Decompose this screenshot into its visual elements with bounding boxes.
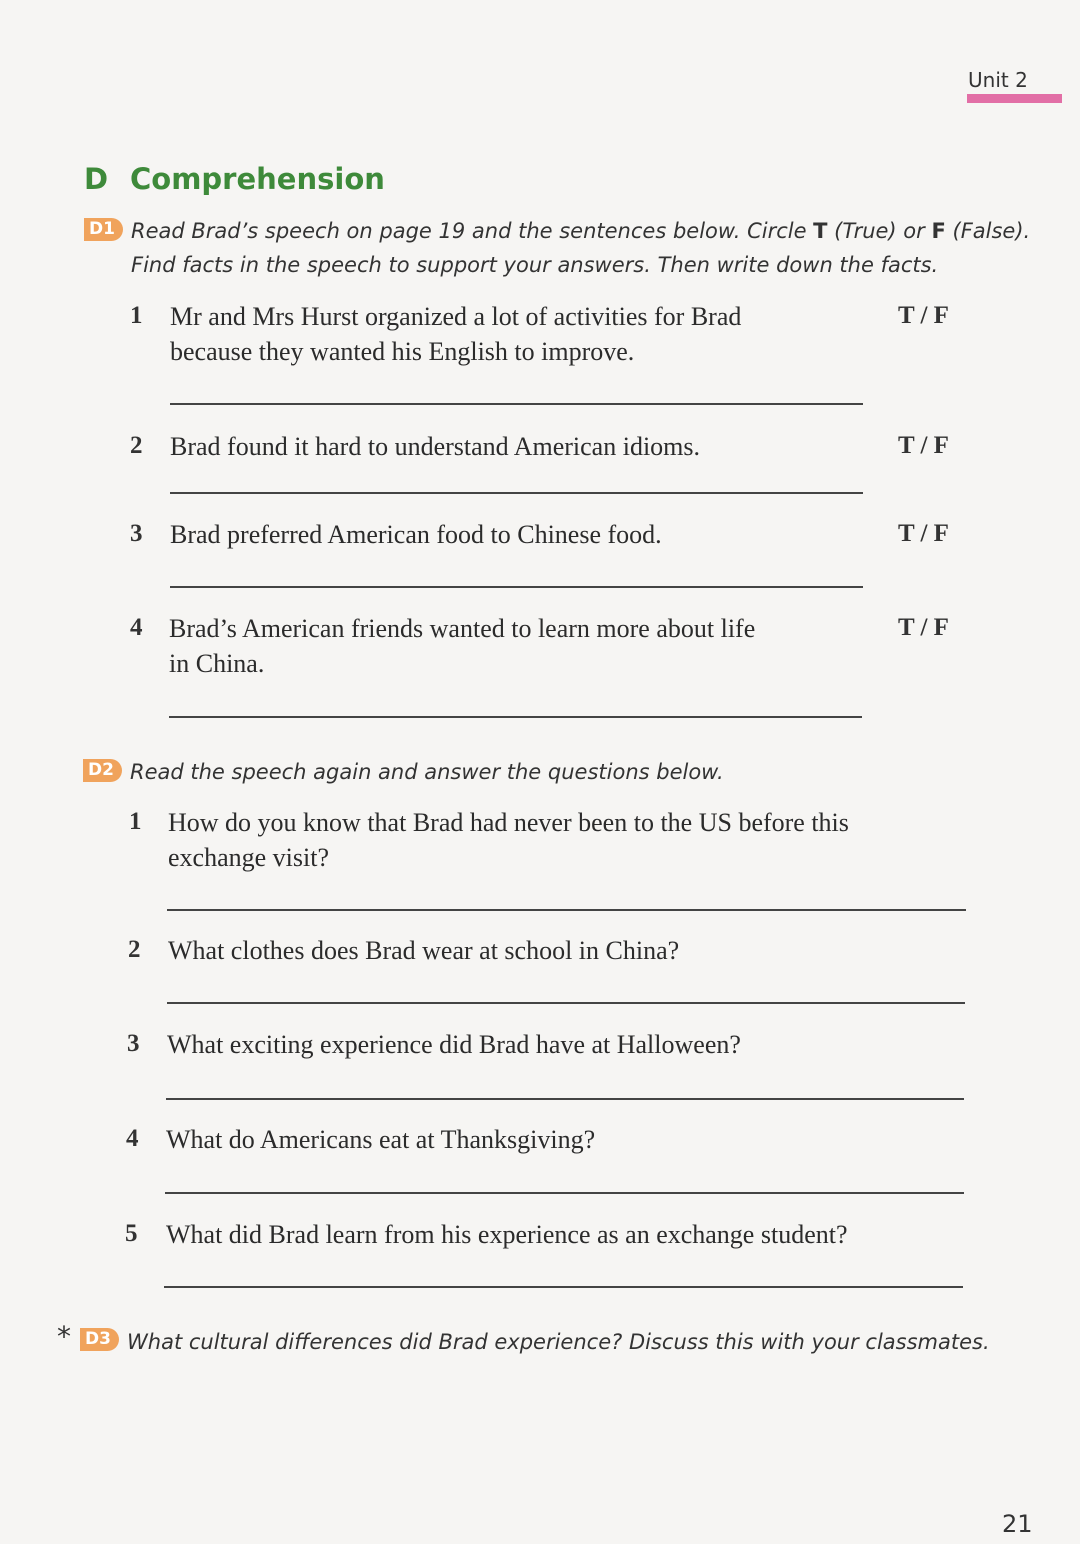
d1-item-3-number: 3 <box>130 520 143 547</box>
d2-item-5-answer-line[interactable] <box>164 1286 963 1288</box>
page-number: 21 <box>1002 1510 1033 1538</box>
d2-instruction: Read the speech again and answer the questions below. <box>130 760 724 784</box>
d2-item-2-number: 2 <box>128 936 141 963</box>
d1-item-2-answer-line[interactable] <box>170 492 863 494</box>
d3-badge: D3 <box>80 1328 119 1351</box>
d1-item-4-line1: Brad’s American friends wanted to learn more about life <box>169 614 756 643</box>
d1-item-1-answer-line[interactable] <box>170 403 863 405</box>
d1-instr-post: (False). <box>945 219 1031 243</box>
d2-item-2-line1: What clothes does Brad wear at school in China? <box>168 936 680 965</box>
d2-item-2-answer-line[interactable] <box>167 1002 965 1004</box>
d1-instruction-line2: Find facts in the speech to support your answers. Then write down the facts. <box>131 253 939 277</box>
section-title <box>84 162 385 196</box>
d1-item-4-answer-line[interactable] <box>169 716 862 718</box>
d2-item-5-number: 5 <box>125 1220 138 1247</box>
d1-item-2-line1: Brad found it hard to understand American idioms. <box>170 432 701 461</box>
d1-item-1-line1: Mr and Mrs Hurst organized a lot of activities for Brad <box>170 302 742 331</box>
d1-item-4-line2: in China. <box>169 649 265 678</box>
d1-item-3-true-false[interactable]: T / F <box>898 520 949 547</box>
d2-item-3-line1: What exciting experience did Brad have at Halloween? <box>167 1030 741 1059</box>
d1-item-1-true-false[interactable]: T / F <box>898 302 949 329</box>
d1-instr-pre: Read Brad’s speech on page 19 and the sentences below. Circle <box>131 219 814 243</box>
d1-item-4-number: 4 <box>130 614 143 641</box>
d2-badge: D2 <box>83 759 122 782</box>
d2-item-1-answer-line[interactable] <box>167 909 966 911</box>
d2-item-4-number: 4 <box>126 1125 139 1152</box>
d1-item-1-line2: because they wanted his English to improve. <box>170 337 635 366</box>
section-letter: D <box>84 162 109 196</box>
unit-color-bar <box>967 94 1062 103</box>
challenge-star: * <box>57 1320 71 1353</box>
d1-item-3-line1: Brad preferred American food to Chinese food. <box>170 520 662 549</box>
d2-item-1-line1: How do you know that Brad had never been to the US before this <box>168 808 849 837</box>
unit-label: Unit 2 <box>968 68 1028 92</box>
d1-item-1-number: 1 <box>130 302 143 329</box>
d2-item-3-number: 3 <box>127 1030 140 1057</box>
d1-badge: D1 <box>84 218 123 241</box>
d2-item-4-line1: What do Americans eat at Thanksgiving? <box>166 1125 596 1154</box>
d1-instr-f: F <box>931 219 946 243</box>
d2-item-3-answer-line[interactable] <box>166 1098 964 1100</box>
d1-item-4-true-false[interactable]: T / F <box>898 614 949 641</box>
d1-instr-mid: (True) or <box>827 219 932 243</box>
d1-item-3-answer-line[interactable] <box>170 586 863 588</box>
section-name: Comprehension <box>130 162 385 196</box>
d1-item-2-true-false[interactable]: T / F <box>898 432 949 459</box>
d1-instr-t: T <box>813 219 828 243</box>
d2-item-4-answer-line[interactable] <box>165 1192 964 1194</box>
d1-instruction-line1 <box>131 214 1030 248</box>
d2-item-1-number: 1 <box>129 808 142 835</box>
d3-instruction: What cultural differences did Brad experience? Discuss this with your classmates. <box>127 1330 990 1354</box>
d1-item-2-number: 2 <box>130 432 143 459</box>
d2-item-5-line1: What did Brad learn from his experience as an exchange student? <box>166 1220 848 1249</box>
d2-item-1-line2: exchange visit? <box>168 843 329 872</box>
